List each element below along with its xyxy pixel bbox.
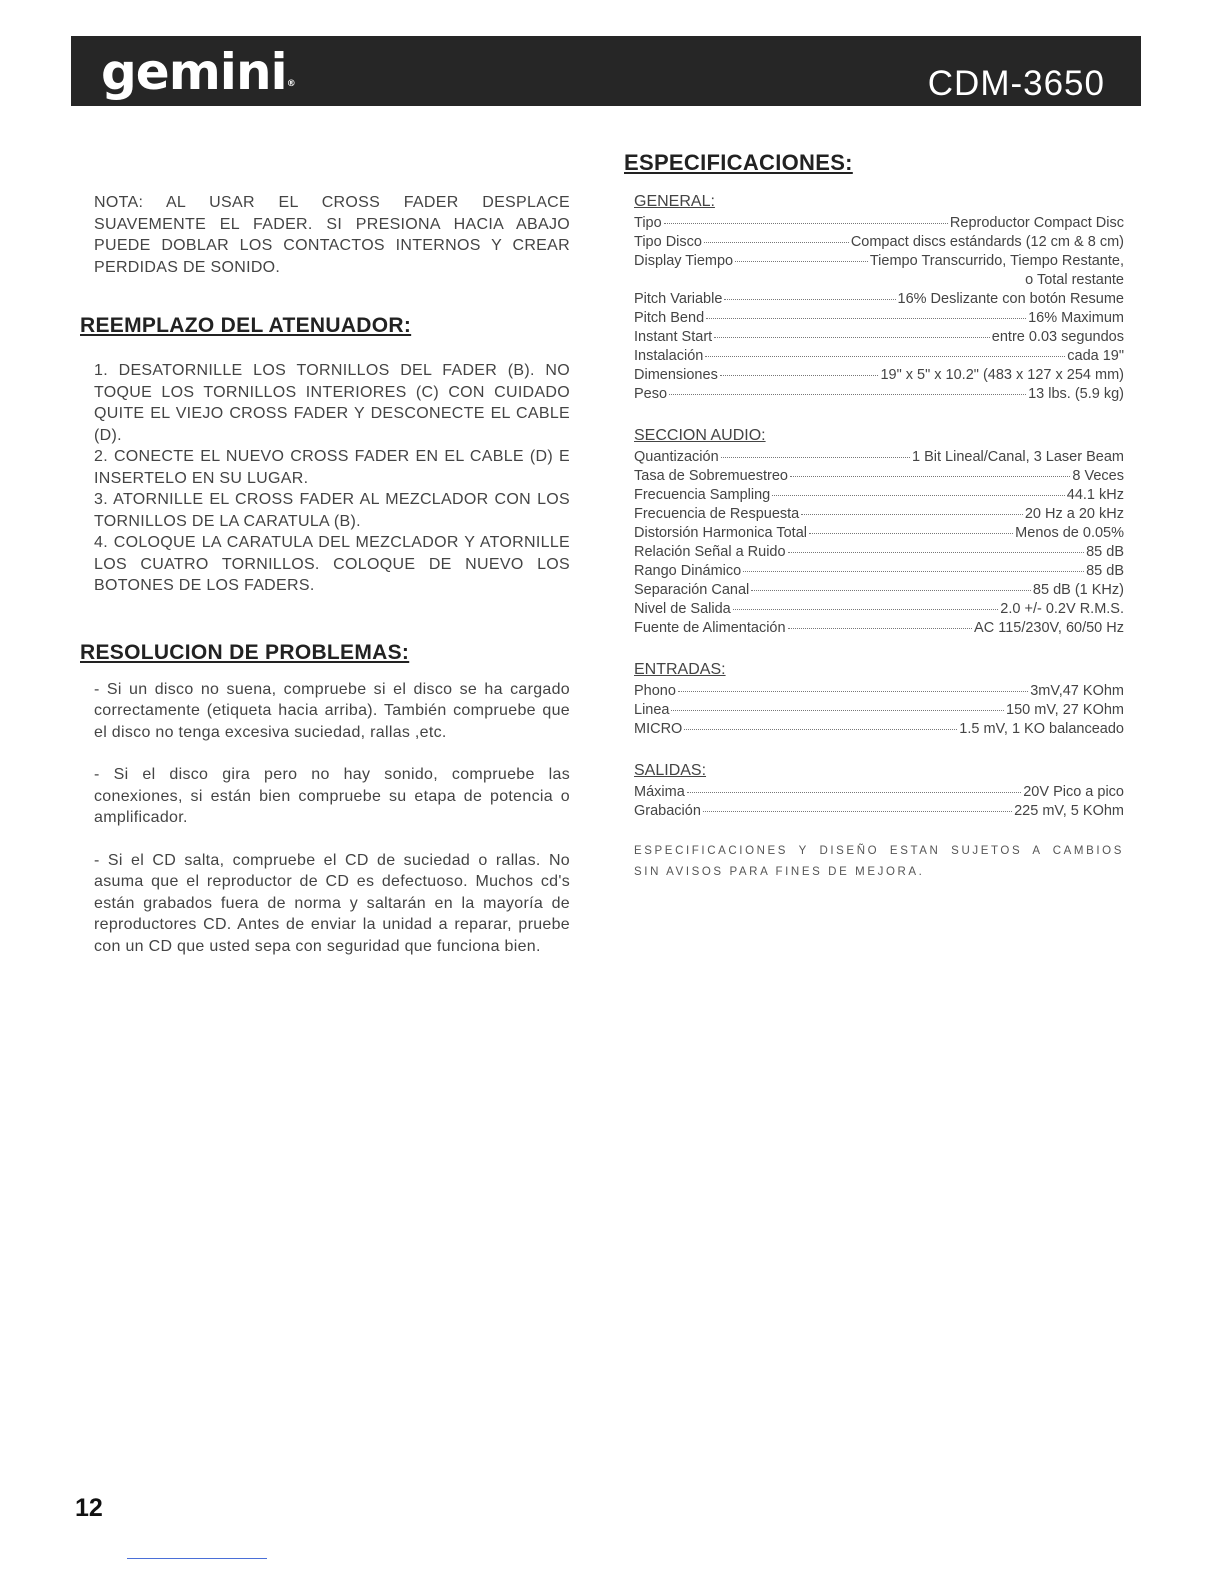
spec-label: Phono bbox=[634, 683, 676, 699]
spec-value: 19" x 5" x 10.2" (483 x 127 x 254 mm) bbox=[880, 367, 1124, 383]
spec-row bbox=[634, 581, 1124, 600]
leader-dots bbox=[720, 375, 879, 376]
spec-label: MICRO bbox=[634, 721, 683, 737]
spec-row bbox=[634, 366, 1124, 385]
spec-row bbox=[634, 347, 1124, 366]
spec-row bbox=[634, 448, 1124, 467]
spec-value: 1 Bit Lineal/Canal, 3 Laser Beam bbox=[912, 449, 1124, 465]
footer-divider bbox=[127, 1558, 267, 1559]
reemplazo-step-3: 3. ATORNILLE EL CROSS FADER AL MEZCLADOR CON LOS TORNILLOS DE LA CARATULA (B). bbox=[94, 491, 570, 530]
leader-dots bbox=[735, 261, 868, 262]
resolucion-item-2: - Si el disco gira pero no hay sonido, compruebe las conexiones, si están bien compruebe su etapa de potencia o amplificador. bbox=[94, 766, 570, 826]
spec-value: 85 dB bbox=[1086, 563, 1124, 579]
spec-label: Pitch Variable bbox=[634, 291, 723, 307]
leader-dots bbox=[706, 318, 1026, 319]
spec-label: Rango Dinámico bbox=[634, 563, 742, 579]
spec-value: entre 0.03 segundos bbox=[991, 329, 1124, 345]
leader-dots bbox=[704, 242, 849, 243]
spec-label: Relación Señal a Ruido bbox=[634, 544, 786, 560]
spec-value: 85 dB (1 KHz) bbox=[1032, 582, 1124, 598]
leader-dots bbox=[772, 495, 1065, 496]
spec-row bbox=[634, 467, 1124, 486]
leader-dots bbox=[705, 356, 1065, 357]
general-rows bbox=[634, 214, 1124, 404]
leader-dots bbox=[801, 514, 1023, 515]
spec-label: Nivel de Salida bbox=[634, 601, 731, 617]
spec-row bbox=[634, 328, 1124, 347]
spec-value: AC 115/230V, 60/50 Hz bbox=[974, 620, 1124, 636]
spec-row bbox=[634, 682, 1124, 701]
spec-row bbox=[634, 233, 1124, 252]
spec-value: 1.5 mV, 1 KO balanceado bbox=[959, 721, 1124, 737]
spec-value: 20 Hz a 20 kHz bbox=[1024, 506, 1124, 522]
resolucion-item-3: - Si el CD salta, compruebe el CD de suciedad o rallas. No asuma que el reproductor de CD es defectuoso. Muchos cd's están grabados fuera de norma y saltarán en la mayoría de reproductores CD. Antes de enviar la unidad a reparar, pruebe con un CD que usted sepa con seguridad que funciona bien. bbox=[94, 851, 570, 955]
spec-value: 3mV,47 KOhm bbox=[1030, 683, 1124, 699]
spec-row bbox=[634, 271, 1124, 290]
spec-value: 2.0 +/- 0.2V R.M.S. bbox=[1000, 601, 1124, 617]
reemplazo-step-4: 4. COLOQUE LA CARATULA DEL MEZCLADOR Y ATORNILLE LOS CUATRO TORNILLOS. COLOQUE DE NUEVO LOS BOTONES DE LOS FADERS. bbox=[94, 534, 570, 594]
nota-paragraph: NOTA: AL USAR EL CROSS FADER DESPLACE SUAVEMENTE EL FADER. SI PRESIONA HACIA ABAJO PUEDE DOBLAR LOS CONTACTOS INTERNOS Y CREAR PERDIDAS DE SONIDO. bbox=[94, 194, 570, 276]
spec-value: 8 Veces bbox=[1072, 468, 1124, 484]
specs-heading: ESPECIFICACIONES: bbox=[624, 150, 853, 175]
spec-row bbox=[634, 486, 1124, 505]
specs-column bbox=[624, 150, 1124, 883]
leader-dots bbox=[724, 299, 895, 300]
spec-value: Menos de 0.05% bbox=[1015, 525, 1124, 541]
reemplazo-steps bbox=[80, 360, 570, 597]
spec-label: Distorsión Harmonica Total bbox=[634, 525, 807, 541]
entradas-title: ENTRADAS: bbox=[634, 661, 726, 678]
spec-value: Tiempo Transcurrido, Tiempo Restante, bbox=[869, 253, 1124, 269]
specs-general bbox=[634, 192, 1124, 404]
spec-value: 20V Pico a pico bbox=[1023, 784, 1124, 800]
reemplazo-step-2: 2. CONECTE EL NUEVO CROSS FADER EN EL CABLE (D) E INSERTELO EN SU LUGAR. bbox=[94, 448, 570, 487]
spec-row bbox=[634, 214, 1124, 233]
salidas-rows bbox=[634, 783, 1124, 821]
model-name: CDM-3650 bbox=[927, 64, 1105, 103]
reemplazo-step-1: 1. DESATORNILLE LOS TORNILLOS DEL FADER (B). NO TOQUE LOS TORNILLOS INTERIORES (C) CON CUIDADO QUITE EL VIEJO CROSS FADER Y DESCONECTE EL CABLE (D). bbox=[94, 362, 570, 444]
spec-label: Tipo Disco bbox=[634, 234, 702, 250]
leader-dots bbox=[684, 729, 957, 730]
registered-mark: ® bbox=[286, 79, 296, 89]
spec-value: 44.1 kHz bbox=[1066, 487, 1124, 503]
leader-dots bbox=[714, 337, 990, 338]
leader-dots bbox=[721, 457, 910, 458]
leader-dots bbox=[671, 710, 1004, 711]
spec-label: Quantización bbox=[634, 449, 719, 465]
spec-label: Display Tiempo bbox=[634, 253, 734, 269]
spec-row bbox=[634, 802, 1124, 821]
spec-row bbox=[634, 562, 1124, 581]
spec-row bbox=[634, 619, 1124, 638]
specs-entradas bbox=[634, 660, 1124, 739]
leader-dots bbox=[751, 590, 1031, 591]
audio-rows bbox=[634, 448, 1124, 638]
entradas-rows bbox=[634, 682, 1124, 739]
spec-row bbox=[634, 524, 1124, 543]
salidas-title: SALIDAS: bbox=[634, 762, 707, 779]
spec-row bbox=[634, 252, 1124, 271]
leader-dots bbox=[687, 792, 1021, 793]
spec-value: 16% Maximum bbox=[1028, 310, 1124, 326]
leader-dots bbox=[703, 811, 1012, 812]
spec-label: Tipo bbox=[634, 215, 662, 231]
spec-label: Instalación bbox=[634, 348, 704, 364]
spec-label: Separación Canal bbox=[634, 582, 750, 598]
leader-dots bbox=[788, 628, 973, 629]
spec-row bbox=[634, 783, 1124, 802]
specs-salidas bbox=[634, 761, 1124, 821]
spec-row bbox=[634, 701, 1124, 720]
gemini-logo bbox=[101, 42, 296, 102]
leader-dots bbox=[733, 609, 999, 610]
header-bar bbox=[71, 36, 1141, 106]
specs-disclaimer: ESPECIFICACIONES Y DISEÑO ESTAN SUJETOS A CAMBIOS SIN AVISOS PARA FINES DE MEJORA. bbox=[634, 845, 1124, 878]
left-column bbox=[80, 190, 570, 957]
spec-label: Peso bbox=[634, 386, 668, 402]
spec-label: Instant Start bbox=[634, 329, 713, 345]
spec-label: Tasa de Sobremuestreo bbox=[634, 468, 788, 484]
spec-value: 150 mV, 27 KOhm bbox=[1006, 702, 1124, 718]
leader-dots bbox=[678, 691, 1028, 692]
reemplazo-heading: REEMPLAZO DEL ATENUADOR: bbox=[80, 314, 412, 337]
spec-label: Frecuencia Sampling bbox=[634, 487, 771, 503]
leader-dots bbox=[669, 394, 1026, 395]
page-number: 12 bbox=[75, 1494, 103, 1522]
spec-value: 225 mV, 5 KOhm bbox=[1014, 803, 1124, 819]
spec-label: Pitch Bend bbox=[634, 310, 705, 326]
spec-label: Dimensiones bbox=[634, 367, 718, 383]
spec-value: Compact discs estándards (12 cm & 8 cm) bbox=[850, 234, 1124, 250]
spec-row bbox=[634, 543, 1124, 562]
resolucion-list bbox=[80, 679, 570, 958]
specs-audio bbox=[634, 426, 1124, 638]
spec-label: Grabación bbox=[634, 803, 701, 819]
spec-label: Fuente de Alimentación bbox=[634, 620, 786, 636]
general-title: GENERAL: bbox=[634, 193, 715, 210]
leader-dots bbox=[790, 476, 1070, 477]
spec-row bbox=[634, 290, 1124, 309]
resolucion-heading: RESOLUCION DE PROBLEMAS: bbox=[80, 640, 410, 664]
spec-label: Linea bbox=[634, 702, 670, 718]
spec-row bbox=[634, 505, 1124, 524]
spec-row bbox=[634, 309, 1124, 328]
spec-value: Reproductor Compact Disc bbox=[949, 215, 1124, 231]
leader-dots bbox=[664, 223, 948, 224]
spec-value: 85 dB bbox=[1086, 544, 1124, 560]
audio-title: SECCION AUDIO: bbox=[634, 427, 766, 444]
spec-label: Frecuencia de Respuesta bbox=[634, 506, 800, 522]
spec-value: 13 lbs. (5.9 kg) bbox=[1028, 386, 1124, 402]
spec-label: Máxima bbox=[634, 784, 685, 800]
leader-dots bbox=[788, 552, 1085, 553]
spec-row bbox=[634, 720, 1124, 739]
spec-value: cada 19" bbox=[1067, 348, 1124, 364]
spec-row bbox=[634, 600, 1124, 619]
resolucion-item-1: - Si un disco no suena, compruebe si el disco se ha cargado correctamente (etiqueta hacia arriba). También compruebe que el disco no tenga excesiva suciedad, rallas ,etc. bbox=[94, 680, 570, 741]
logo-text: gemini bbox=[101, 43, 287, 101]
spec-row bbox=[634, 385, 1124, 404]
spec-value: 16% Deslizante con botón Resume bbox=[897, 291, 1124, 307]
leader-dots bbox=[809, 533, 1013, 534]
leader-dots bbox=[743, 571, 1084, 572]
spec-value: o Total restante bbox=[1025, 272, 1124, 288]
